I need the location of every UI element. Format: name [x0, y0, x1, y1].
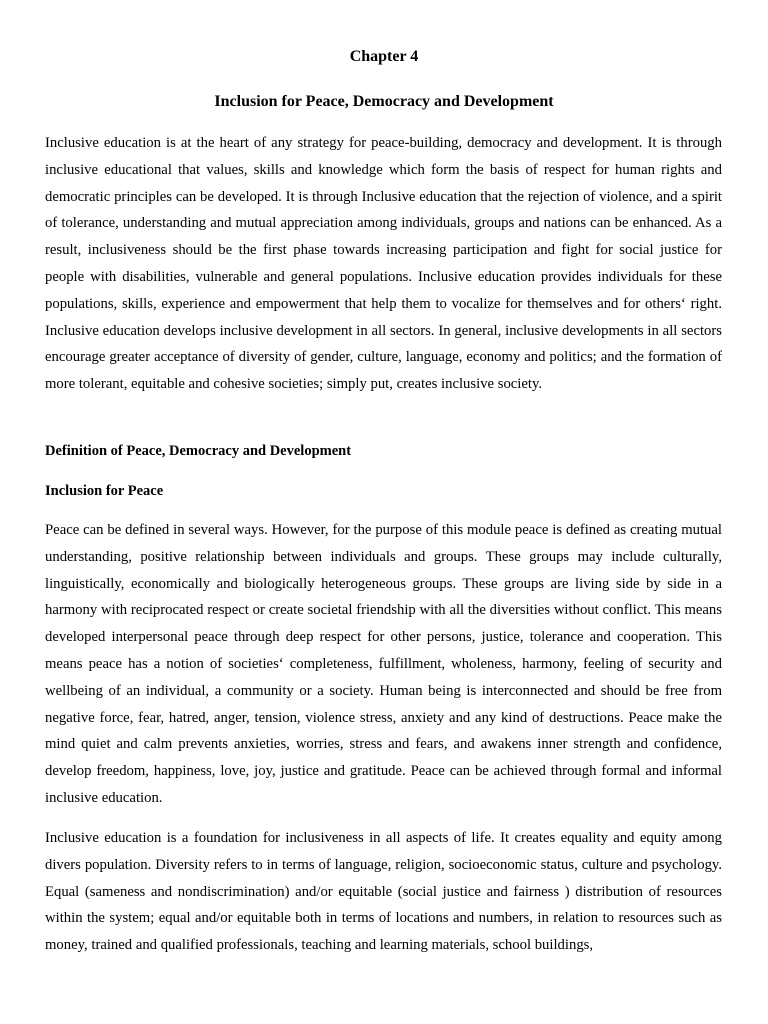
section-heading-inclusion-for-peace: Inclusion for Peace	[45, 483, 164, 499]
intro-paragraph: Inclusive education is at the heart of any strategy for peace-building, democracy and development. It is through inclusive educational that values, skills and knowledge which form the basis of respect for human rights and democratic principles can be developed. It is through Inclusive education that the rejection of violence, and a spirit of tolerance, understanding and mutual appreciation among individuals, groups and nations can be enhanced. As a result, inclusiveness should be the first phase towards increasing participation and fight for social justice for people with disabilities, vulnerable and general populations. Inclusive education provides individuals for these populations, skills, experience and empowerment that help them to vocalize for themselves and for others‘ right. Inclusive education develops inclusive development in all sectors. In general, inclusive developments in all sectors encourage greater acceptance of diversity of gender, culture, language, economy and politics; and the formation of more tolerant, equitable and cohesive societies; simply put, creates inclusive society.	[45, 135, 722, 393]
chapter-title: Inclusion for Peace, Democracy and Development	[214, 93, 554, 110]
section-heading-definition: Definition of Peace, Democracy and Development	[45, 443, 352, 459]
chapter-number: Chapter 4	[349, 48, 419, 65]
peace-paragraph: Peace can be defined in several ways. However, for the purpose of this module peace is defined as creating mutual understanding, positive relationship between individuals and groups. These groups may include culturally, linguistically, economically and biologically heterogeneous groups. These groups are living side by side in a harmony with reciprocated respect or create societal friendship with all the diversities without conflict. This means developed interpersonal peace through deep respect for other persons, justice, tolerance and cooperation. This means peace has a notion of societies‘ completeness, fulfillment, wholeness, harmony, feeling of security and wellbeing of an individual, a community or a society. Human being is interconnected and should be free from negative force, fear, hatred, anger, tension, violence stress, anxiety and any kind of destructions. Peace make the mind quiet and calm prevents anxieties, worries, stress and fears, and awakens inner strength and confidence, develop freedom, happiness, love, joy, justice and gratitude. Peace can be achieved through formal and informal inclusive education.	[45, 522, 722, 806]
inclusive-education-paragraph: Inclusive education is a foundation for inclusiveness in all aspects of life. It creates equality and equity among divers population. Diversity refers to in terms of language, religion, socioeconomic status, culture and psychology. Equal (sameness and nondiscrimination) and/or equitable (social justice and fairness ) distribution of resources within the system; equal and/or equitable both in terms of locations and numbers, in relation to resources such as money, trained and qualified professionals, teaching and learning materials, school buildings,	[45, 830, 722, 954]
